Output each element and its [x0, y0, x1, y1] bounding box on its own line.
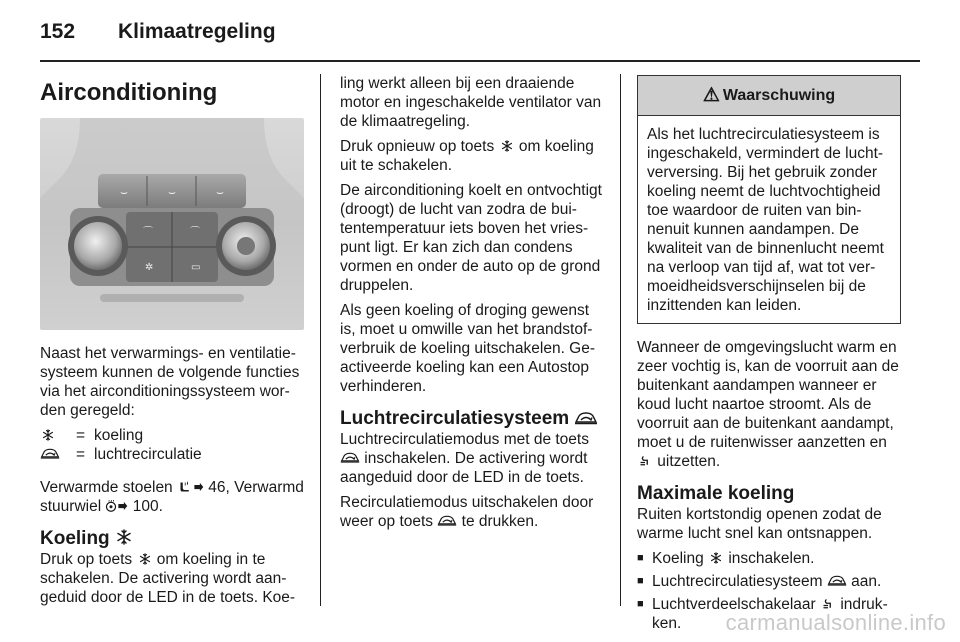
- column-1: [40, 74, 304, 607]
- warning-box: [637, 75, 901, 324]
- svg-text:⌣: ⌣: [120, 185, 128, 199]
- section-title-koeling: [40, 528, 304, 550]
- paragraph-part: Druk opnieuw op toets: [340, 138, 499, 155]
- list-item-text: indrukken.: [652, 596, 888, 632]
- list-item-text: Koeling: [652, 550, 709, 567]
- svg-text:✲: ✲: [145, 262, 154, 273]
- watermark: carmanualsonline.info: [725, 610, 946, 635]
- snowflake-icon: [115, 529, 133, 545]
- legend-row: [40, 445, 304, 464]
- warning-text: Als het luchtrecirculatiesysteem is ingeschakeld, vermindert de luchtverversing. Bij het gebruik zonder koeling neemt de luchtvochtigheid toe waardoor de ruiten van binnenuit kunnen aandampen. De kwaliteit van de binnenlucht neemt na verloop van tijd af, wat tot vermoeidheidsverschijnselen bij de inzittenden kan leiden.: [647, 126, 884, 314]
- paragraph: [340, 137, 602, 175]
- recirculation-icon: [340, 450, 360, 465]
- section-title-luchtrecirculatie: [340, 408, 602, 430]
- paragraph-part: Luchtrecirculatiemodus met de toets: [340, 431, 589, 448]
- koeling-title-text: Koeling: [40, 528, 115, 549]
- legend-row: [40, 426, 304, 445]
- koeling-text: [40, 550, 304, 607]
- heated-seat-icon: [177, 481, 193, 493]
- snowflake-icon: [708, 552, 724, 564]
- svg-text:▭: ▭: [191, 262, 201, 273]
- column-divider-2: [620, 74, 621, 606]
- column-2: [340, 74, 602, 531]
- warning-triangle-icon: ⚠: [702, 85, 720, 106]
- intro-text: Naast het verwarmings- en ventilatiesysteem kunnen de volgende functies via het airconditioningssysteem worden geregeld:: [40, 345, 300, 419]
- paragraph-part: inschakelen. De activering wordt aangeduid door de LED in de toets.: [340, 450, 588, 486]
- snowflake-icon: [499, 140, 515, 152]
- paragraph: Ruiten kortstondig openen zodat de warme lucht snel kan ontsnappen.: [637, 506, 882, 542]
- heated-wheel-text: 46, Verwarmd stuurwiel: [40, 479, 304, 515]
- heated-refs: [40, 478, 304, 516]
- paragraph: [340, 430, 602, 487]
- list-item: [637, 549, 901, 568]
- header-rule: [40, 60, 920, 62]
- paragraph-part: uitzetten.: [653, 453, 721, 470]
- legend-equals: =: [76, 446, 86, 463]
- list-item-text: Luchtverdeelschakelaar: [652, 596, 821, 613]
- paragraph-part: om koeling uit te schakelen.: [340, 138, 594, 174]
- section-title-airconditioning: Airconditioning: [40, 79, 218, 106]
- recirculation-icon: [574, 410, 598, 426]
- column-3: [637, 74, 901, 633]
- list-item: [637, 572, 901, 591]
- svg-text:⌒: ⌒: [143, 227, 153, 238]
- svg-text:⌣: ⌣: [168, 185, 176, 199]
- paragraph: [340, 493, 602, 531]
- paragraph: [637, 338, 901, 471]
- legend-label: luchtrecirculatie: [94, 446, 202, 463]
- heated-wheel-icon: [105, 500, 117, 512]
- warning-header: [638, 76, 900, 116]
- recirculation-icon: [437, 513, 457, 528]
- paragraph-part: Recirculatiemodus uitschakelen door weer op toets: [340, 494, 594, 530]
- paragraph: De airconditioning koelt en ontvochtigt (droogt) de lucht van zodra de buitentemperatuur iets boven het vriespunt ligt. Er kan zich dan condens vormen en onder de auto op de grond druppelen.: [340, 182, 602, 294]
- climate-control-panel-photo: [40, 118, 304, 330]
- paragraph: ling werkt alleen bij een draaiende motor en ingeschakelde ventilator van de klimaatregeling.: [340, 75, 602, 130]
- warning-title: Waarschuwing: [722, 87, 836, 104]
- paragraph: Als geen koeling of droging gewenst is, moet u omwille van het brandstofverbruik de koeling uitschakelen. Geactiveerde koeling kan een Autostop verhinderen.: [340, 302, 596, 395]
- page-header-title: Klimaatregeling: [118, 20, 276, 43]
- koeling-text-part: om koeling in te schakelen. De activering wordt aangeduid door de LED in de toets. Koe-: [40, 551, 296, 606]
- arrow-ref-icon: [117, 500, 128, 512]
- svg-text:⌒: ⌒: [190, 227, 200, 238]
- page-number: 152: [40, 20, 76, 43]
- snowflake-icon: [137, 553, 153, 565]
- svg-text:⌣: ⌣: [216, 185, 224, 199]
- paragraph-part: Wanneer de omgevingslucht warm en zeer vochtig is, kan de voorruit aan de buitenkant aandampen wanneer er koud lucht naartoe stroomt. Als de voorruit aan de buitenkant aandampt, moet u de ruitenwisser aanzetten en: [637, 339, 899, 451]
- air-distribution-icon: [820, 598, 836, 610]
- legend-label: koeling: [94, 427, 144, 444]
- recirc-title-text: Luchtrecirculatiesysteem: [340, 408, 575, 429]
- heated-seats-text: Verwarmde stoelen: [40, 479, 177, 496]
- legend-equals: =: [76, 427, 86, 444]
- page-ref-text: 100.: [128, 498, 163, 515]
- paragraph-part: te drukken.: [457, 513, 539, 530]
- legend: [40, 426, 304, 464]
- section-title-maximale-koeling: Maximale koeling: [637, 483, 795, 504]
- list-item-text: inschakelen.: [724, 550, 815, 567]
- list-item-text: Luchtrecirculatiesysteem: [652, 573, 827, 590]
- recirculation-icon: [40, 446, 60, 461]
- recirculation-icon: [827, 573, 847, 588]
- windscreen-air-icon: [637, 455, 653, 467]
- list-item-text: aan.: [846, 573, 882, 590]
- snowflake-icon: [40, 429, 56, 441]
- koeling-text-part: Druk op toets: [40, 551, 137, 568]
- arrow-ref-icon: [193, 481, 204, 493]
- column-divider-1: [320, 74, 321, 606]
